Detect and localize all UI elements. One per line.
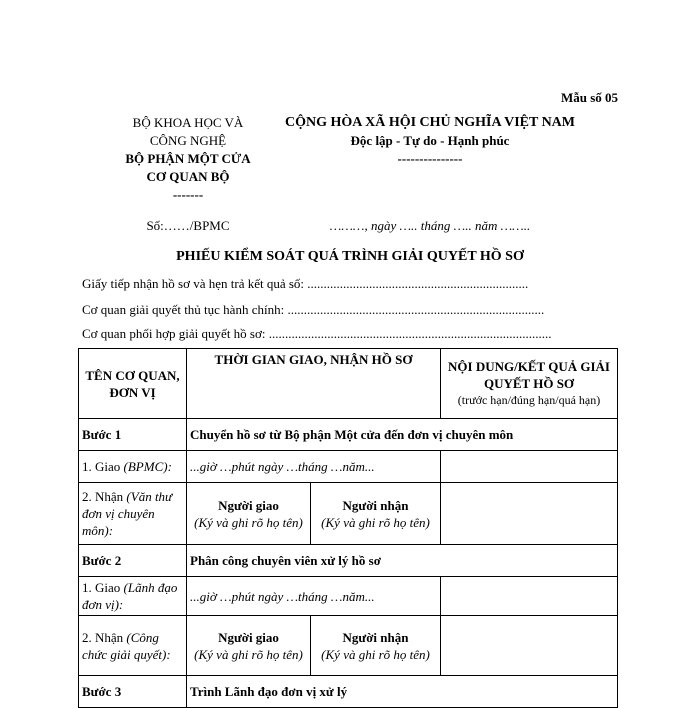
step-1-give-role-text: (BPMC): bbox=[123, 459, 172, 474]
table-row bbox=[79, 616, 618, 676]
step-2-time: ...giờ …phút ngày …tháng …năm... bbox=[187, 577, 441, 616]
step-2-giver-signature[interactable] bbox=[187, 616, 311, 676]
table-row bbox=[79, 545, 618, 577]
step-2-give-role bbox=[79, 577, 187, 616]
coordinating-agency-line: Cơ quan phối hợp giải quyết hồ sơ: ....................................................................................... bbox=[82, 326, 552, 341]
agency-line-1: BỘ KHOA HỌC VÀ bbox=[132, 115, 244, 130]
step-1-time: ...giờ …phút ngày …tháng …năm... bbox=[187, 451, 441, 483]
step-2-give-prefix: 1. Giao bbox=[82, 580, 124, 595]
step-1-receive-prefix: 2. Nhận bbox=[82, 489, 127, 504]
agency-line-3: BỘ PHẬN MỘT CỬA bbox=[125, 151, 251, 166]
step-2-result-cell-2[interactable] bbox=[441, 616, 618, 676]
header-agency-line-1: TÊN CƠ QUAN, bbox=[85, 367, 180, 383]
step-1-receiver-signature[interactable] bbox=[311, 483, 441, 545]
header-result-line-2: QUYẾT HỒ SƠ bbox=[483, 376, 575, 391]
step-1-give-prefix: 1. Giao bbox=[82, 459, 124, 474]
agency-divider: ------- bbox=[172, 187, 204, 202]
step-1-give-role bbox=[79, 451, 187, 483]
nation-motto: Độc lập - Tự do - Hạnh phúc bbox=[350, 133, 510, 148]
step-2-give-role-text: (Lãnh đạo đơn vị): bbox=[82, 580, 178, 612]
step-2-receive-prefix: 2. Nhận bbox=[82, 629, 127, 645]
document-date: ………, ngày ….. tháng ….. năm …….. bbox=[329, 218, 531, 233]
header-agency-line-2: ĐƠN VỊ bbox=[109, 384, 156, 400]
step-2-receiver-signature[interactable] bbox=[311, 616, 441, 676]
step-1-label: Bước 1 bbox=[79, 419, 187, 451]
header-time: THỜI GIAN GIAO, NHẬN HỒ SƠ bbox=[187, 349, 441, 419]
table-row bbox=[79, 676, 618, 708]
step-1-receive-role bbox=[79, 483, 187, 545]
agency-line-2: CÔNG NGHỆ bbox=[149, 133, 227, 148]
process-control-table bbox=[78, 348, 618, 708]
step-2-receive-role bbox=[79, 616, 187, 676]
step-3-description: Trình Lãnh đạo đơn vị xử lý bbox=[187, 676, 618, 708]
step-2-receiver-label: Người nhận bbox=[342, 629, 409, 645]
step-2-result-cell[interactable] bbox=[441, 577, 618, 616]
step-2-label: Bước 2 bbox=[79, 545, 187, 577]
step-2-receive-role-text: (Công chức giải quyết): bbox=[82, 629, 171, 662]
step-3-label: Bước 3 bbox=[79, 676, 187, 708]
nation-title: CỘNG HÒA XÃ HỘI CHỦ NGHĨA VIỆT NAM bbox=[284, 115, 575, 130]
step-1-receive-role-text: (Văn thư đơn vị chuyên môn): bbox=[82, 489, 173, 538]
step-1-description: Chuyển hồ sơ từ Bộ phận Một cửa đến đơn vị chuyên môn bbox=[187, 419, 618, 451]
step-1-receiver-note: (Ký và ghi rõ họ tên) bbox=[321, 514, 430, 530]
step-2-receiver-note: (Ký và ghi rõ họ tên) bbox=[321, 646, 430, 662]
table-row bbox=[79, 483, 618, 545]
step-1-giver-label: Người giao bbox=[218, 497, 279, 513]
step-1-giver-note: (Ký và ghi rõ họ tên) bbox=[194, 514, 303, 530]
table-row bbox=[79, 419, 618, 451]
table-row bbox=[79, 577, 618, 616]
table-header-row bbox=[79, 349, 618, 419]
receipt-number-line: Giấy tiếp nhận hồ sơ và hẹn trả kết quả số: .................................................................... bbox=[82, 276, 529, 291]
issuing-agency bbox=[100, 114, 276, 204]
header-result-line-1: NỘI DUNG/KẾT QUẢ GIẢI bbox=[448, 359, 610, 374]
national-heading bbox=[282, 114, 578, 168]
step-1-giver-signature[interactable] bbox=[187, 483, 311, 545]
header-result-sub: (trước hạn/đúng hạn/quá hạn) bbox=[457, 393, 601, 407]
step-1-result-cell[interactable] bbox=[441, 451, 618, 483]
handling-agency-line: Cơ quan giải quyết thủ tục hành chính: ............................................................................... bbox=[82, 302, 545, 317]
document-title: PHIẾU KIỂM SOÁT QUÁ TRÌNH GIẢI QUYẾT HỒ SƠ bbox=[176, 249, 524, 264]
form-code: Mẫu số 05 bbox=[560, 90, 618, 105]
agency-line-4: CƠ QUAN BỘ bbox=[146, 169, 230, 184]
step-2-giver-label: Người giao bbox=[218, 629, 279, 645]
nation-divider: --------------- bbox=[397, 151, 463, 166]
step-1-result-cell-2[interactable] bbox=[441, 483, 618, 545]
table-row bbox=[79, 451, 618, 483]
step-2-description: Phân công chuyên viên xử lý hồ sơ bbox=[187, 545, 618, 577]
header-agency bbox=[79, 349, 187, 419]
step-1-receiver-label: Người nhận bbox=[342, 497, 409, 513]
step-2-giver-note: (Ký và ghi rõ họ tên) bbox=[194, 646, 303, 662]
document-number: Số:……/BPMC bbox=[146, 218, 230, 233]
header-result bbox=[441, 349, 618, 419]
